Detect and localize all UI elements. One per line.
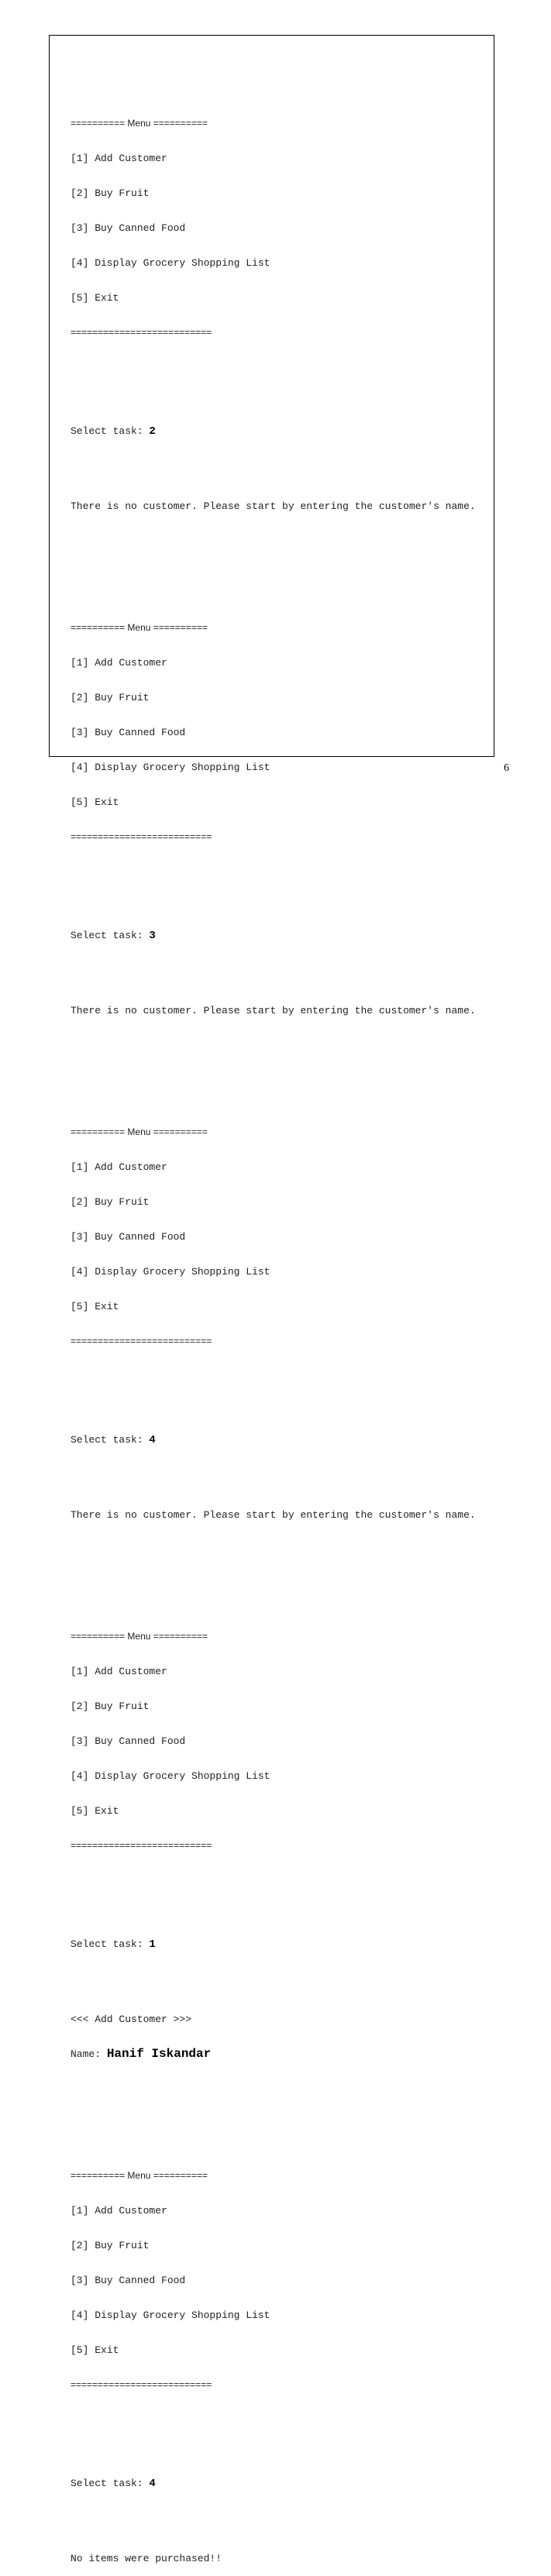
menu-item: [5] Exit [71, 2344, 119, 2356]
select-task-label: Select task: [71, 425, 150, 437]
menu-item: [5] Exit [71, 796, 119, 808]
menu-item: [4] Display Grocery Shopping List [71, 257, 270, 269]
menu-block [71, 95, 489, 362]
menu-footer: ========================== [71, 1336, 212, 1346]
no-customer-message: There is no customer. Please start by entering the customer's name. [71, 1509, 476, 1521]
menu-item: [2] Buy Fruit [71, 692, 150, 703]
menu-header: ========== Menu ========== [71, 2170, 208, 2181]
name-line [71, 2048, 489, 2060]
console-output [71, 48, 489, 2576]
menu-item: [3] Buy Canned Food [71, 727, 186, 738]
menu-item: [4] Display Grocery Shopping List [71, 2309, 270, 2321]
menu-item: [3] Buy Canned Food [71, 1735, 186, 1747]
select-task-line [71, 930, 489, 941]
menu-footer: ========================== [71, 327, 212, 338]
no-customer-message: There is no customer. Please start by entering the customer's name. [71, 1005, 476, 1016]
menu-item: [2] Buy Fruit [71, 187, 150, 199]
select-task-label: Select task: [71, 1434, 150, 1446]
menu-item: [5] Exit [71, 1301, 119, 1312]
menu-footer: ========================== [71, 831, 212, 842]
menu-item: [3] Buy Canned Food [71, 2275, 186, 2286]
menu-block [71, 2147, 489, 2414]
menu-item: [2] Buy Fruit [71, 1196, 150, 1208]
add-customer-header: <<< Add Customer >>> [71, 2014, 192, 2025]
menu-item: [1] Add Customer [71, 1161, 167, 1173]
menu-item: [5] Exit [71, 1805, 119, 1817]
select-task-line [71, 2478, 489, 2489]
select-task-line [71, 1434, 489, 1446]
menu-item: [4] Display Grocery Shopping List [71, 762, 270, 773]
menu-block [71, 1103, 489, 1371]
no-items-message: No items were purchased!! [71, 2553, 222, 2564]
menu-block [71, 1608, 489, 1875]
menu-block [71, 599, 489, 866]
select-task-input: 3 [149, 930, 156, 942]
select-task-input: 4 [149, 1434, 156, 1446]
menu-footer: ========================== [71, 2379, 212, 2390]
select-task-label: Select task: [71, 930, 150, 941]
menu-header: ========== Menu ========== [71, 622, 208, 633]
select-task-label: Select task: [71, 1938, 150, 1950]
select-task-input: 4 [149, 2478, 156, 2490]
menu-item: [1] Add Customer [71, 153, 167, 164]
select-task-label: Select task: [71, 2478, 150, 2489]
select-task-line [71, 1938, 489, 1950]
menu-item: [4] Display Grocery Shopping List [71, 1770, 270, 1782]
select-task-line [71, 425, 489, 437]
menu-item: [4] Display Grocery Shopping List [71, 1266, 270, 1278]
menu-header: ========== Menu ========== [71, 1631, 208, 1642]
menu-item: [1] Add Customer [71, 1666, 167, 1677]
select-task-input: 1 [149, 1938, 156, 1951]
menu-item: [3] Buy Canned Food [71, 1231, 186, 1243]
menu-header: ========== Menu ========== [71, 118, 208, 129]
menu-item: [2] Buy Fruit [71, 2240, 150, 2251]
menu-header: ========== Menu ========== [71, 1126, 208, 1137]
name-input: Hanif Iskandar [106, 2047, 212, 2061]
menu-item: [3] Buy Canned Food [71, 222, 186, 234]
menu-item: [2] Buy Fruit [71, 1701, 150, 1712]
menu-item: [1] Add Customer [71, 657, 167, 669]
menu-item: [1] Add Customer [71, 2205, 167, 2217]
name-label: Name: [71, 2048, 107, 2060]
menu-item: [5] Exit [71, 292, 119, 304]
no-customer-message: There is no customer. Please start by entering the customer's name. [71, 500, 476, 512]
page-number: 6 [504, 762, 509, 774]
select-task-input: 2 [149, 425, 156, 438]
menu-footer: ========================== [71, 1840, 212, 1851]
